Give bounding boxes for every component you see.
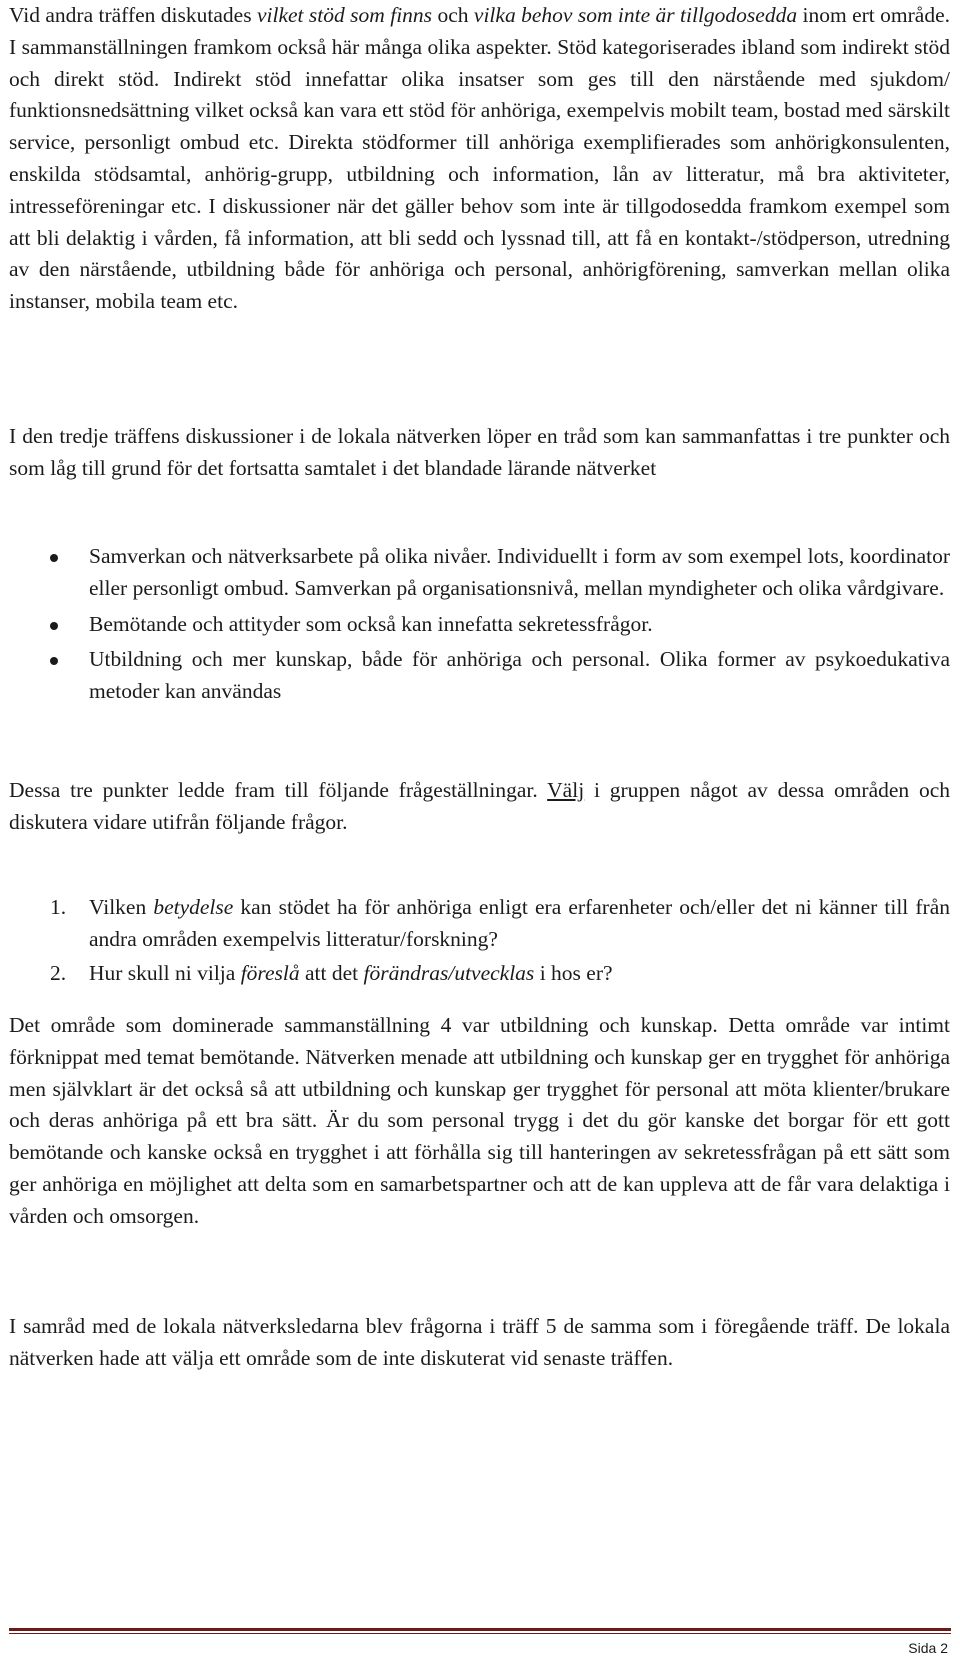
text-span: och — [432, 3, 474, 27]
footer-rule-thick — [9, 1628, 951, 1631]
list-item — [9, 892, 950, 956]
text-span: Dessa tre punkter ledde fram till följande frågeställningar. — [9, 778, 548, 802]
text-span: Vilken — [89, 895, 154, 919]
paragraph-third-meeting: I den tredje träffens diskussioner i de lokala nätverken löper en tråd som kan sammanfattas i tre punkter och som låg till grund för det fortsatta samtalet i det blandade lärande nätverket — [9, 424, 950, 480]
list-item-text: Bemötande och attityder som också kan innefatta sekretessfrågor. — [89, 611, 653, 636]
list-item — [9, 958, 950, 990]
text-span: Hur skull ni vilja — [89, 960, 241, 985]
text-span: inom ert område. I sammanställningen framkom också här många olika aspekter. Stöd kategoriserades ibland som indirekt stöd och direkt stöd. Indirekt stöd innefattar olika insatser som ges till den närstående med sjukdom/ funktionsnedsättning vilket också kan vara ett stöd för anhöriga, exempelvis mobilt team, bostad med särskilt service, personligt ombud etc. Direkta stödformer till anhöriga exemplifierades som anhörigkonsulenten, enskilda stödsamtal, anhörig-grupp, utbildning och information, lån av litteratur, må bra aktiviteter, intresseföreningar etc. I diskussioner när det gäller behov som inte är tillgodosedda framkom exempel som att bli delaktig i vården, få information, att bli sedd och lyssnad till, att få en kontakt-/stödperson, utredning av den närstående, utbildning både för anhöriga och personal, anhörigförening, samverkan mellan olika instanser, mobila team etc. — [9, 3, 951, 314]
text-span: kan stödet ha för anhöriga enligt era erfarenheter och/eller det ni känner till från andra områden exempelvis litteratur/forskning? — [89, 895, 950, 951]
paragraph-meeting-5: I samråd med de lokala nätverksledarna blev frågorna i träff 5 de samma som i föregående träff. De lokala nätverken hade att välja ett område som de inte diskuterat vid senaste träffen. — [9, 1314, 950, 1370]
text-span: Vid andra träffen diskutades — [9, 3, 257, 27]
numbered-list — [9, 892, 950, 991]
list-number: 2. — [50, 960, 67, 985]
paragraph-second-meeting — [9, 0, 950, 318]
footer-rule-thin — [9, 1633, 951, 1634]
italic-phrase: vilket stöd som finns — [256, 3, 433, 27]
text-span: i gruppen något av dessa områden och diskutera vidare utifrån följande frågor. — [9, 778, 950, 834]
list-item — [9, 541, 950, 605]
list-item-text: Utbildning och mer kunskap, både för anhöriga och personal. Olika former av psykoedukativa metoder kan användas — [89, 647, 950, 704]
italic-phrase: förändras/utvecklas — [363, 960, 535, 985]
text-span: att det — [299, 960, 364, 985]
text-span: i hos er? — [534, 960, 613, 985]
italic-phrase: föreslå — [240, 960, 300, 985]
page-number: Sida 2 — [908, 1640, 948, 1656]
list-number: 1. — [50, 895, 67, 919]
underlined-word: Välj — [547, 778, 585, 802]
list-item — [9, 609, 950, 641]
bullet-icon — [50, 657, 58, 665]
paragraph-questions-intro — [9, 775, 950, 839]
bullet-icon — [50, 622, 58, 630]
bullet-list — [9, 541, 950, 712]
bullet-icon — [50, 554, 58, 562]
list-item-text: Samverkan och nätverksarbete på olika nivåer. Individuellt i form av som exempel lots, koordinator eller personligt ombud. Samverkan på organisationsnivå, mellan myndigheter och olika vårdgivare. — [89, 544, 950, 600]
paragraph-compilation-4: Det område som dominerade sammanställning 4 var utbildning och kunskap. Detta område var intimt förknippat med temat bemötande. Nätverken menade att utbildning och kunskap ger en trygghet för anhöriga men självklart är det också så att utbildning och kunskap ger trygghet för personal att möta klienter/brukare och deras anhöriga på ett bra sätt. Är du som personal trygg i det du gör kanske det borgar för ett gott bemötande och kanske också en trygghet i att förhålla sig till hanteringen av sekretessfrågan på ett sätt som ger anhöriga en möjlighet att delta som en samarbetspartner och att de kan uppleva att de får vara delaktiga i vården och omsorgen. — [9, 1013, 950, 1228]
italic-phrase: betydelse — [153, 895, 234, 919]
italic-phrase: vilka behov som inte är tillgodosedda — [473, 3, 798, 27]
list-item — [9, 644, 950, 708]
